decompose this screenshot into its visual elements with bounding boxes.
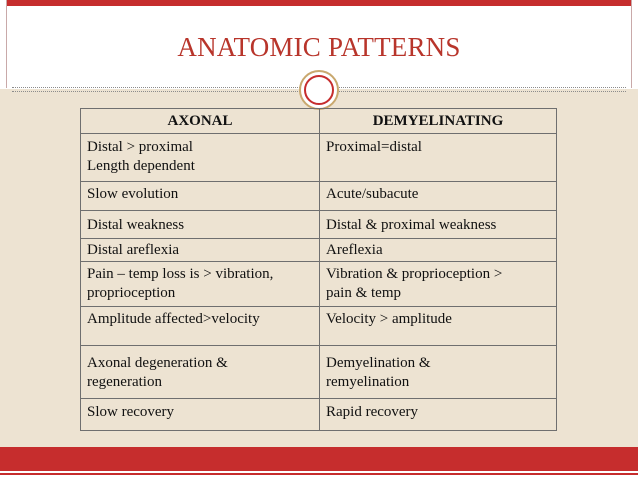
cell-text: proprioception <box>87 285 176 301</box>
cell-text: remyelination <box>326 374 410 390</box>
cell-demyelinating <box>320 307 557 346</box>
table-row <box>81 399 557 431</box>
cell-demyelinating <box>320 346 557 399</box>
cell-text: Distal > proximal <box>87 139 193 155</box>
cell-axonal <box>81 239 320 262</box>
table-row <box>81 239 557 262</box>
divider-ring-inner <box>304 75 334 105</box>
table-row <box>81 134 557 182</box>
header-demyelinating: DEMYELINATING <box>320 109 557 134</box>
cell-text: Distal areflexia <box>87 242 180 258</box>
table-row <box>81 346 557 399</box>
cell-demyelinating <box>320 134 557 182</box>
cell-demyelinating <box>320 182 557 211</box>
table-header-row <box>81 109 557 134</box>
cell-axonal <box>81 134 320 182</box>
cell-axonal <box>81 262 320 307</box>
cell-text: Axonal degeneration & <box>87 355 228 371</box>
cell-demyelinating <box>320 399 557 431</box>
comparison-table <box>80 108 557 431</box>
table-row <box>81 262 557 307</box>
cell-text: Pain – temp loss is > vibration, <box>87 266 274 282</box>
header-axonal: AXONAL <box>81 109 320 134</box>
table-row <box>81 307 557 346</box>
table-row <box>81 211 557 239</box>
cell-text: Distal weakness <box>87 217 185 233</box>
cell-demyelinating <box>320 239 557 262</box>
cell-axonal <box>81 182 320 211</box>
cell-axonal <box>81 307 320 346</box>
cell-axonal <box>81 346 320 399</box>
cell-text: pain & temp <box>326 285 401 301</box>
cell-text: Areflexia <box>326 242 383 258</box>
cell-axonal <box>81 399 320 431</box>
bottom-accent-band <box>0 447 638 471</box>
cell-text: Slow evolution <box>87 186 179 202</box>
cell-axonal <box>81 211 320 239</box>
cell-text: Vibration & proprioception > <box>326 266 503 282</box>
cell-text: Acute/subacute <box>326 186 419 202</box>
cell-text: Velocity > amplitude <box>326 311 452 327</box>
cell-text: Distal & proximal weakness <box>326 217 497 233</box>
cell-text: Slow recovery <box>87 404 175 420</box>
cell-demyelinating <box>320 211 557 239</box>
table-row <box>81 182 557 211</box>
slide-title: ANATOMIC PATTERNS <box>177 32 461 62</box>
cell-text: Demyelination & <box>326 355 431 371</box>
top-accent-bar <box>6 0 632 6</box>
cell-text: Rapid recovery <box>326 404 419 420</box>
cell-demyelinating <box>320 262 557 307</box>
cell-text: regeneration <box>87 374 162 390</box>
cell-text: Length dependent <box>87 158 195 174</box>
cell-text: Proximal=distal <box>326 139 422 155</box>
bottom-accent-line <box>0 473 638 475</box>
divider-ring-icon <box>299 70 339 110</box>
cell-text: Amplitude affected>velocity <box>87 311 260 327</box>
